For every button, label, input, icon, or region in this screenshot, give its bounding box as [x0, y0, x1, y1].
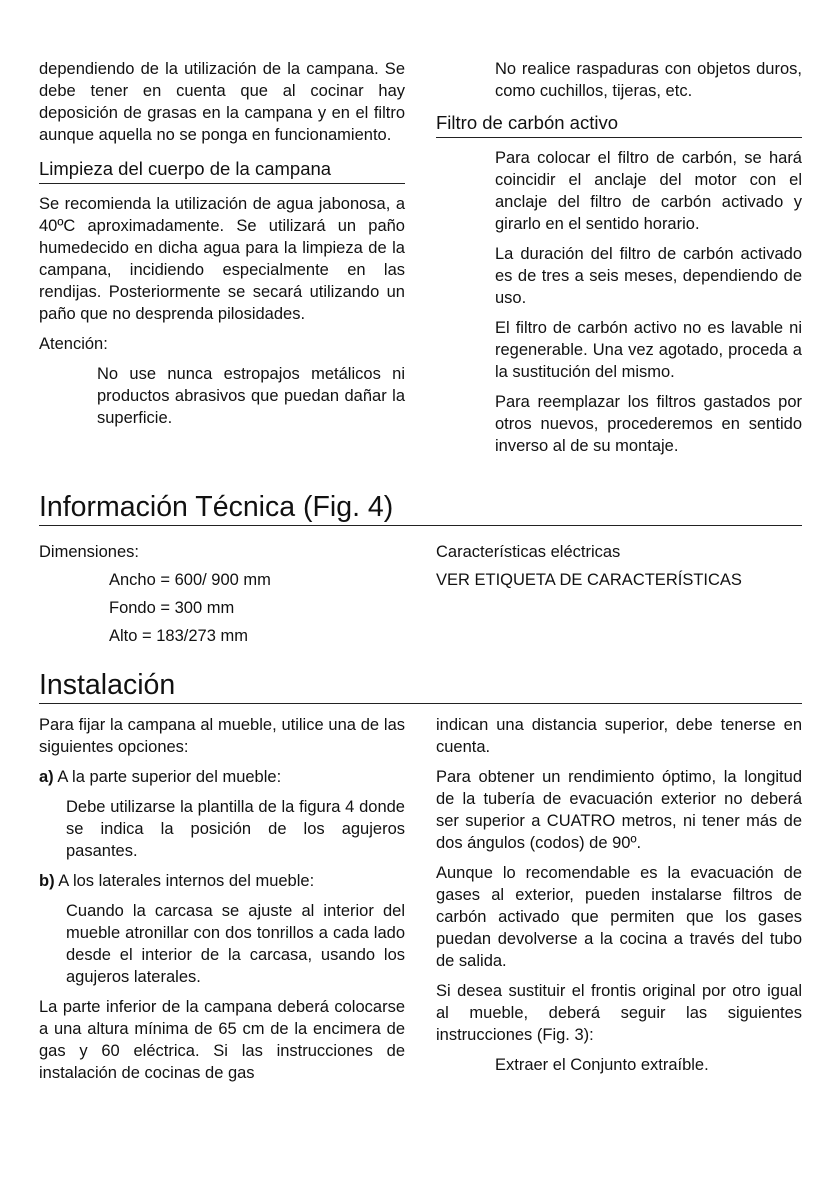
top-right-column — [436, 58, 802, 457]
paragraph-option-a: Debe utilizarse la plantilla de la figura 4 donde se indica la posición de los agujeros pasantes. — [66, 798, 405, 860]
paragraph-reemplazar: Para reemplazar los filtros gastados por otros nuevos, procederemos en sentido inverso al de su montaje. — [495, 393, 802, 455]
option-b — [39, 870, 405, 892]
option-b-label: b) — [39, 872, 55, 890]
paragraph-fijar-campana: Para fijar la campana al mueble, utilice una de las siguientes opciones: — [39, 716, 405, 756]
atencion-label: Atención: — [39, 335, 108, 353]
top-left-column — [39, 58, 405, 429]
paragraph-evacuacion: Aunque lo recomendable es la evacuación de gases al exterior, pueden instalarse filtros de carbón activado que permiten que los gases puedan devolverse a la cocina a través del tubo de salida. — [436, 864, 802, 970]
install-right-column — [436, 714, 802, 1076]
paragraph-campana-usage: dependiendo de la utilización de la campana. Se debe tener en cuenta que al cocinar hay deposición de grasas en la campana y en el filtro aunque aquella no se ponga en funcionamiento. — [39, 60, 405, 144]
paragraph-limpieza: Se recomienda la utilización de agua jabonosa, a 40ºC aproximadamente. Se utilizará un paño humedecido en dicha agua para la limpieza de la campana, incidiendo especialmente en las rendijas. Posteriormente se secará utilizando un paño que no desprenda pilosidades. — [39, 195, 405, 323]
heading-filtro-carbon: Filtro de carbón activo — [436, 112, 802, 138]
heading-informacion-tecnica: Información Técnica (Fig. 4) — [39, 490, 802, 526]
caracteristicas-label: Características eléctricas — [436, 543, 621, 561]
dimensiones-block — [39, 541, 405, 647]
dimension-ancho: Ancho = 600/ 900 mm — [109, 571, 271, 589]
paragraph-distancia-superior: indican una distancia superior, debe tenerse en cuenta. — [436, 716, 802, 756]
paragraph-rendimiento: Para obtener un rendimiento óptimo, la longitud de la tubería de evacuación exterior no deberá ser superior a CUATRO metros, ni tener más de dos ángulos (codos) de 90º. — [436, 768, 802, 852]
install-left-column — [39, 714, 405, 1084]
paragraph-colocar-filtro: Para colocar el filtro de carbón, se hará coincidir el anclaje del motor con el anclaje del filtro de carbón activado y girarlo en el sentido horario. — [495, 149, 802, 233]
paragraph-extraer-conjunto: Extraer el Conjunto extraíble. — [495, 1056, 709, 1074]
option-a-text: A la parte superior del mueble: — [57, 768, 282, 786]
caracteristicas-value: VER ETIQUETA DE CARACTERÍSTICAS — [436, 571, 742, 589]
heading-limpieza: Limpieza del cuerpo de la campana — [39, 158, 405, 184]
paragraph-frontis: Si desea sustituir el frontis original por otro igual al mueble, deberá seguir las siguientes instrucciones (Fig. 3): — [436, 982, 802, 1044]
dimensiones-label: Dimensiones: — [39, 543, 139, 561]
paragraph-duracion-filtro: La duración del filtro de carbón activado es de tres a seis meses, dependiendo de uso. — [495, 245, 802, 307]
caracteristicas-block — [436, 541, 802, 591]
option-b-text: A los laterales internos del mueble: — [58, 872, 315, 890]
paragraph-raspaduras: No realice raspaduras con objetos duros, como cuchillos, tijeras, etc. — [495, 60, 802, 100]
paragraph-atencion: No use nunca estropajos metálicos ni productos abrasivos que puedan dañar la superficie. — [97, 365, 405, 427]
paragraph-option-b: Cuando la carcasa se ajuste al interior del mueble atronillar con dos tonrillos a cada lado desde el interior de la carcasa, usando los agujeros laterales. — [66, 902, 405, 986]
heading-instalacion: Instalación — [39, 668, 802, 704]
dimension-alto: Alto = 183/273 mm — [109, 627, 248, 645]
paragraph-no-lavable: El filtro de carbón activo no es lavable ni regenerable. Una vez agotado, proceda a la sustitución del mismo. — [495, 319, 802, 381]
option-a — [39, 766, 405, 788]
paragraph-altura-minima: La parte inferior de la campana deberá colocarse a una altura mínima de 65 cm de la encimera de gas y 60 eléctrica. Si las instrucciones de instalación de cocinas de gas — [39, 998, 405, 1082]
option-a-label: a) — [39, 768, 54, 786]
dimension-fondo: Fondo = 300 mm — [109, 599, 235, 617]
